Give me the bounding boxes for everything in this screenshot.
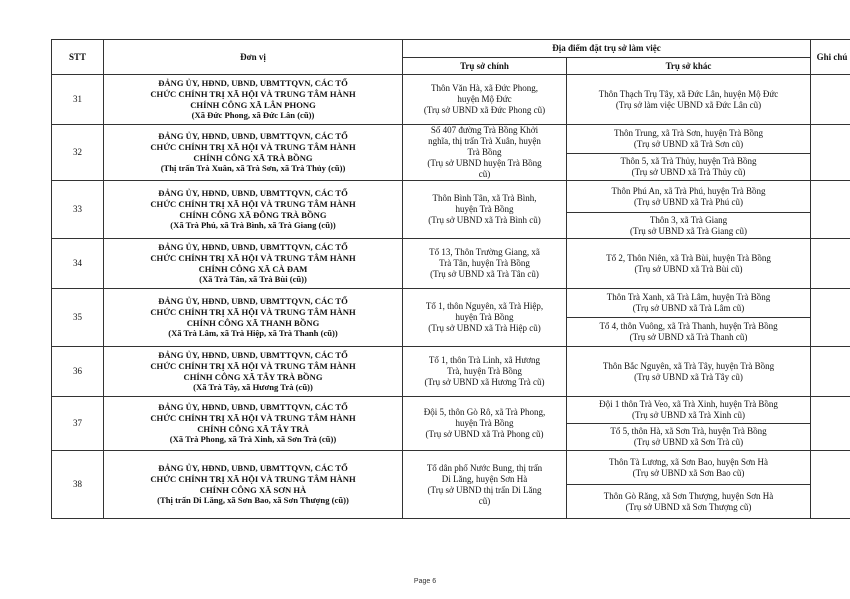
unit-line: ĐẢNG ỦY, HĐND, UBND, UBMTTQVN, CÁC TỔ bbox=[158, 350, 348, 361]
other-office-line: Tổ 5, thôn Hà, xã Sơn Trà, huyện Trà Bồng bbox=[610, 426, 767, 436]
other-office-line: Tổ 4, thôn Vuông, xã Trà Thanh, huyện Trà Bồng bbox=[599, 321, 778, 331]
main-office-line: Tổ 1, thôn Trà Linh, xã Hương bbox=[428, 355, 541, 365]
other-office-line: (Trụ sở UBND xã Trà Phú cũ) bbox=[634, 196, 743, 207]
header-stt: STT bbox=[52, 40, 104, 75]
unit-cell bbox=[104, 347, 403, 397]
main-office-line: huyện Mộ Đức bbox=[457, 94, 512, 104]
stt-cell: 31 bbox=[52, 75, 104, 125]
table-row bbox=[52, 181, 850, 213]
other-office-line: Thôn Tà Lương, xã Sơn Bao, huyện Sơn Hà bbox=[609, 456, 768, 467]
other-office-cell bbox=[567, 239, 811, 289]
main-office-line: huyện Trà Bồng bbox=[455, 312, 514, 322]
table-row bbox=[52, 451, 850, 485]
stt-cell: 35 bbox=[52, 289, 104, 347]
main-office-line: (Trụ sở UBND xã Trà Tân cũ) bbox=[430, 269, 539, 279]
unit-line: CHÍNH CÔNG XÃ TÂY TRÀ BỒNG bbox=[183, 371, 323, 382]
other-office-line: Thôn Thạch Trụ Tây, xã Đức Lân, huyện Mộ Đức bbox=[598, 88, 779, 99]
main-office-line: huyện Trà Bồng bbox=[455, 204, 514, 214]
header-dia-diem: Địa điểm đặt trụ sở làm việc bbox=[403, 40, 811, 58]
unit-line: ĐẢNG ỦY, HĐND, UBND, UBMTTQVN, CÁC TỔ bbox=[158, 402, 348, 413]
stt-cell: 38 bbox=[52, 451, 104, 519]
other-office-line: (Trụ sở UBND xã Sơn Trà cũ) bbox=[633, 437, 744, 447]
stt-cell: 33 bbox=[52, 181, 104, 239]
other-office-cell bbox=[567, 424, 811, 451]
main-office-line: cũ) bbox=[478, 495, 491, 506]
table-row bbox=[52, 289, 850, 318]
main-office-line: Số 407 đường Trà Bồng Khởi bbox=[430, 125, 539, 135]
unit-cell bbox=[104, 181, 403, 239]
unit-cell bbox=[104, 239, 403, 289]
main-office-line: nghĩa, thị trấn Trà Xuân, huyện bbox=[428, 136, 541, 146]
unit-cell bbox=[104, 451, 403, 519]
unit-line: CHỨC CHÍNH TRỊ XÃ HỘI VÀ TRUNG TÂM HÀNH bbox=[150, 141, 356, 152]
main-office-cell bbox=[403, 75, 567, 125]
unit-line: CHÍNH CÔNG XÃ ĐÔNG TRÀ BỒNG bbox=[179, 209, 327, 220]
page-footer: Page 6 bbox=[413, 578, 437, 585]
other-office-line: (Trụ sở UBND xã Trà Xinh cũ) bbox=[632, 410, 745, 420]
unit-line: CHÍNH CÔNG XÃ SƠN HÀ bbox=[199, 484, 307, 495]
unit-line: CHÍNH CÔNG XÃ TÂY TRÀ bbox=[197, 423, 309, 434]
other-office-line: Tổ 2, Thôn Niên, xã Trà Bùi, huyện Trà Bồng bbox=[606, 252, 771, 263]
table-body bbox=[52, 75, 850, 519]
unit-line: ĐẢNG ỦY, HĐND, UBND, UBMTTQVN, CÁC TỔ bbox=[158, 296, 348, 307]
other-office-line: Thôn Gò Răng, xã Sơn Thượng, huyện Sơn Hà bbox=[603, 490, 774, 501]
unit-line: (Thị trấn Trà Xuân, xã Trà Sơn, xã Trà Thủy (cũ)) bbox=[160, 163, 346, 174]
unit-line: ĐẢNG ỦY, HĐND, UBND, UBMTTQVN, CÁC TỔ bbox=[158, 242, 348, 253]
table-row bbox=[52, 397, 850, 424]
note-cell bbox=[811, 289, 850, 347]
unit-line: CHỨC CHÍNH TRỊ XÃ HỘI VÀ TRUNG TÂM HÀNH bbox=[150, 252, 356, 263]
table-row bbox=[52, 239, 850, 289]
other-office-line: Thôn Phú An, xã Trà Phú, huyện Trà Bồng bbox=[611, 185, 766, 196]
main-office-cell bbox=[403, 181, 567, 239]
note-cell bbox=[811, 125, 850, 181]
unit-cell bbox=[104, 289, 403, 347]
unit-line: (Xã Trà Phong, xã Trà Xinh, xã Sơn Trà (cũ)) bbox=[169, 434, 337, 445]
main-office-line: (Trụ sở UBND xã Đức Phong cũ) bbox=[423, 105, 546, 115]
main-office-cell bbox=[403, 451, 567, 519]
unit-line: CHÍNH CÔNG XÃ TRÀ BỒNG bbox=[193, 152, 313, 163]
main-office-line: huyện Trà Bồng bbox=[455, 418, 514, 428]
header-don-vi: Đơn vị bbox=[104, 40, 403, 75]
unit-line: ĐẢNG ỦY, HĐND, UBND, UBMTTQVN, CÁC TỔ bbox=[158, 188, 348, 199]
other-office-line: (Trụ sở làm việc UBND xã Đức Lân cũ) bbox=[615, 99, 762, 110]
main-office-cell bbox=[403, 289, 567, 347]
unit-line: (Xã Trà Lâm, xã Trà Hiệp, xã Trà Thanh (cũ)) bbox=[168, 328, 338, 339]
unit-line: (Xã Trà Phú, xã Trà Bình, xã Trà Giang (cũ)) bbox=[170, 220, 336, 231]
main-office-line: Trà Tân, huyện Trà Bồng bbox=[439, 258, 530, 268]
other-office-cell bbox=[567, 125, 811, 154]
unit-line: (Xã Trà Tân, xã Trà Bùi (cũ)) bbox=[199, 274, 307, 285]
other-office-cell bbox=[567, 318, 811, 347]
other-office-cell bbox=[567, 289, 811, 318]
main-office-line: Trà, huyện Trà Bồng bbox=[447, 366, 522, 376]
other-office-line: (Trụ sở UBND xã Trà Thanh cũ) bbox=[629, 332, 748, 342]
stt-cell: 32 bbox=[52, 125, 104, 181]
stt-cell: 37 bbox=[52, 397, 104, 451]
stt-cell: 34 bbox=[52, 239, 104, 289]
table-row bbox=[52, 75, 850, 125]
unit-line: CHỨC CHÍNH TRỊ XÃ HỘI VÀ TRUNG TÂM HÀNH bbox=[150, 306, 356, 317]
unit-cell bbox=[104, 125, 403, 181]
other-office-cell bbox=[567, 451, 811, 485]
stt-cell: 36 bbox=[52, 347, 104, 397]
main-office-cell bbox=[403, 239, 567, 289]
other-office-line: Đội 1 thôn Trà Veo, xã Trà Xinh, huyện Trà Bồng bbox=[599, 399, 778, 409]
other-office-cell bbox=[567, 347, 811, 397]
main-office-line: (Trụ sở UBND thị trấn Di Lăng bbox=[427, 484, 542, 495]
unit-line: (Thị trấn Di Lăng, xã Sơn Bao, xã Sơn Thượng (cũ)) bbox=[157, 495, 349, 506]
unit-line: CHỨC CHÍNH TRỊ XÃ HỘI VÀ TRUNG TÂM HÀNH bbox=[150, 198, 356, 209]
other-office-line: (Trụ sở UBND xã Trà Lâm cũ) bbox=[632, 303, 745, 313]
header-ghi-chu: Ghi chú bbox=[811, 40, 850, 75]
main-office-line: Tổ 13, Thôn Trường Giang, xã bbox=[429, 247, 540, 257]
note-cell bbox=[811, 347, 850, 397]
main-office-line: Tổ dân phố Nước Bung, thị trấn bbox=[426, 462, 543, 473]
main-office-line: Thôn Văn Hà, xã Đức Phong, bbox=[431, 83, 538, 93]
other-office-cell bbox=[567, 213, 811, 239]
unit-line: CHÍNH CÔNG XÃ CÀ ĐAM bbox=[198, 263, 308, 274]
note-cell bbox=[811, 239, 850, 289]
note-cell bbox=[811, 181, 850, 239]
unit-line: CHỨC CHÍNH TRỊ XÃ HỘI VÀ TRUNG TÂM HÀNH bbox=[150, 473, 356, 484]
main-office-line: (Trụ sở UBND xã Hương Trà cũ) bbox=[424, 377, 545, 387]
unit-line: CHÍNH CÔNG XÃ THANH BỒNG bbox=[186, 317, 320, 328]
other-office-line: (Trụ sở UBND xã Trà Bùi cũ) bbox=[634, 263, 743, 274]
unit-line: CHỨC CHÍNH TRỊ XÃ HỘI VÀ TRUNG TÂM HÀNH bbox=[150, 360, 356, 371]
unit-cell bbox=[104, 75, 403, 125]
other-office-line: (Trụ sở UBND xã Sơn Bao cũ) bbox=[632, 467, 745, 478]
main-office-line: cũ) bbox=[478, 169, 491, 179]
other-office-cell bbox=[567, 181, 811, 213]
table-row bbox=[52, 347, 850, 397]
main-office-line: Đội 5, thôn Gò Rô, xã Trà Phong, bbox=[423, 407, 546, 417]
main-office-line: (Trụ sở UBND xã Trà Bình cũ) bbox=[428, 215, 541, 225]
other-office-line: (Trụ sở UBND xã Trà Giang cũ) bbox=[630, 225, 747, 236]
other-office-line: Thôn 5, xã Trà Thủy, huyện Trà Bồng bbox=[620, 155, 757, 166]
other-office-cell bbox=[567, 153, 811, 180]
other-office-line: Thôn Trà Xanh, xã Trà Lâm, huyện Trà Bồng bbox=[606, 292, 771, 302]
main-office-line: (Trụ sở UBND xã Trà Phong cũ) bbox=[425, 429, 544, 439]
other-office-line: Thôn Trung, xã Trà Sơn, huyện Trà Bồng bbox=[613, 127, 764, 138]
other-office-line: (Trụ sở UBND xã Sơn Thượng cũ) bbox=[625, 501, 752, 512]
note-cell bbox=[811, 397, 850, 451]
main-office-line: (Trụ sở UBND xã Trà Hiệp cũ) bbox=[428, 323, 541, 333]
unit-line: ĐẢNG ỦY, HĐND, UBND, UBMTTQVN, CÁC TỔ bbox=[158, 131, 348, 142]
main-office-cell bbox=[403, 397, 567, 451]
unit-line: CHÍNH CÔNG XÃ LÂN PHONG bbox=[190, 99, 316, 110]
unit-line: (Xã Đức Phong, xã Đức Lân (cũ)) bbox=[191, 110, 315, 121]
table-row bbox=[52, 125, 850, 154]
other-office-line: (Trụ sở UBND xã Trà Tây cũ) bbox=[634, 371, 743, 382]
main-office-line: Thôn Bình Tân, xã Trà Bình, bbox=[432, 193, 537, 203]
other-office-line: Thôn Bắc Nguyên, xã Trà Tây, huyện Trà Bồng bbox=[602, 360, 775, 371]
unit-line: ĐẢNG ỦY, HĐND, UBND, UBMTTQVN, CÁC TỔ bbox=[158, 463, 348, 474]
note-cell bbox=[811, 75, 850, 125]
unit-line: ĐẢNG ỦY, HĐND, UBND, UBMTTQVN, CÁC TỔ bbox=[158, 78, 348, 89]
header-tru-so-khac: Trụ sở khác bbox=[567, 58, 811, 75]
main-office-line: Trà Bồng bbox=[467, 147, 502, 157]
unit-line: CHỨC CHÍNH TRỊ XÃ HỘI VÀ TRUNG TÂM HÀNH bbox=[150, 412, 356, 423]
header-tru-so-chinh: Trụ sở chính bbox=[403, 58, 567, 75]
other-office-cell bbox=[567, 397, 811, 424]
unit-cell bbox=[104, 397, 403, 451]
headquarters-table bbox=[51, 39, 850, 519]
other-office-line: (Trụ sở UBND xã Trà Thủy cũ) bbox=[631, 166, 746, 177]
main-office-line: (Trụ sở UBND huyện Trà Bồng bbox=[427, 158, 542, 168]
other-office-cell bbox=[567, 485, 811, 519]
main-office-cell bbox=[403, 347, 567, 397]
other-office-line: (Trụ sở UBND xã Trà Sơn cũ) bbox=[633, 138, 744, 149]
unit-line: (Xã Trà Tây, xã Hương Trà (cũ)) bbox=[193, 382, 313, 393]
other-office-line: Thôn 3, xã Trà Giang bbox=[649, 214, 728, 225]
main-office-line: Tổ 1, thôn Nguyên, xã Trà Hiệp, bbox=[425, 301, 544, 311]
unit-line: CHỨC CHÍNH TRỊ XÃ HỘI VÀ TRUNG TÂM HÀNH bbox=[150, 88, 356, 99]
main-office-cell bbox=[403, 125, 567, 181]
other-office-cell bbox=[567, 75, 811, 125]
note-cell bbox=[811, 451, 850, 519]
main-office-line: Di Lăng, huyện Sơn Hà bbox=[441, 473, 528, 484]
